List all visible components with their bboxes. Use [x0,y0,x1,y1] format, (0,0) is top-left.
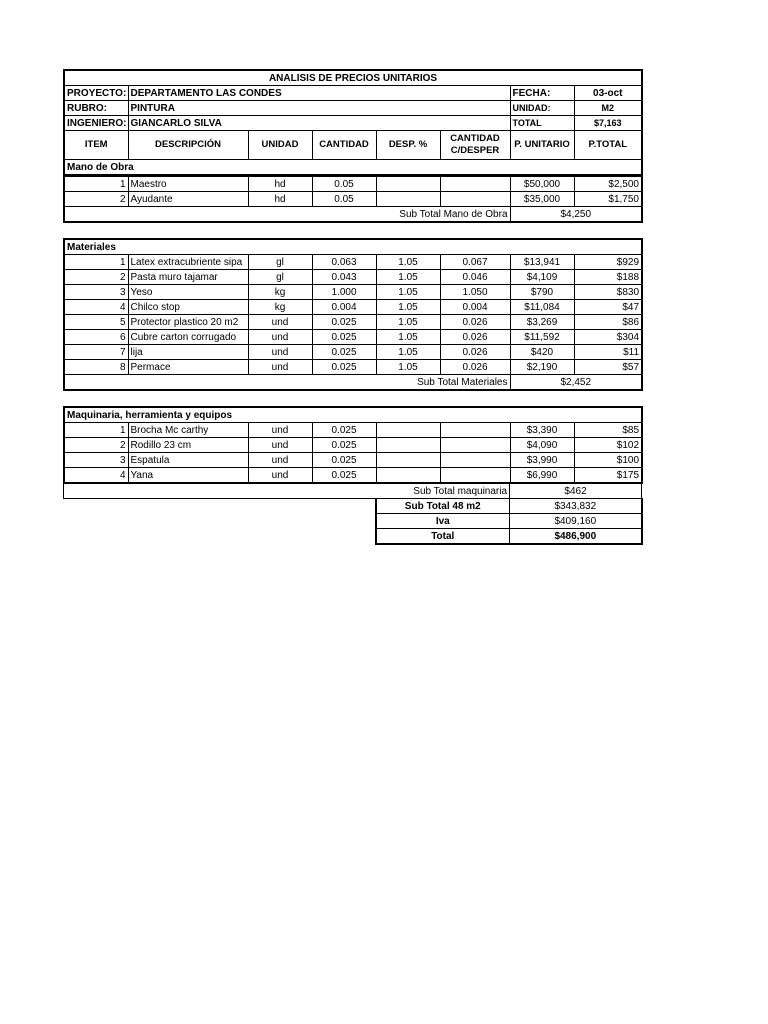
row-unidad: gl [248,270,312,285]
row-desp: 1.05 [376,270,440,285]
row-unidad: gl [248,255,312,270]
table-row [64,468,642,484]
row-cantidad: 0.05 [312,177,376,192]
row-item: 2 [64,438,128,453]
materiales-table [63,238,643,391]
row-p-total: $47 [574,300,642,315]
row-cantidad: 0.025 [312,453,376,468]
row-cant-desp: 0.067 [440,255,510,270]
col-unidad: UNIDAD [248,131,312,160]
row-p-total: $57 [574,360,642,375]
table-row [64,360,642,375]
row-unidad: kg [248,285,312,300]
row-item: 2 [64,270,128,285]
materiales-title: Materiales [64,239,642,255]
row-item: 5 [64,315,128,330]
row-item: 4 [64,300,128,315]
row-cantidad: 0.025 [312,360,376,375]
row-description: Ayudante [128,192,248,207]
mano-obra-title: Mano de Obra [64,160,642,176]
row-p-total: $85 [574,423,642,438]
row-description: Cubre carton corrugado [128,330,248,345]
row-p-unitario: $2,190 [510,360,574,375]
table-row [64,192,642,207]
row-p-total: $175 [574,468,642,484]
row-p-total: $11 [574,345,642,360]
row-p-total: $929 [574,255,642,270]
row-unidad: und [248,468,312,484]
grand-total-label: Total [376,529,510,545]
row-cant-desp: 0.026 [440,330,510,345]
table-row [64,345,642,360]
row-cantidad: 0.025 [312,345,376,360]
row-desp: 1.05 [376,255,440,270]
row-cantidad: 0.025 [312,330,376,345]
row-unidad: und [248,315,312,330]
row-description: Latex extracubriente sipa [128,255,248,270]
materiales-subtotal: $2,452 [510,375,642,391]
col-cant-desp-line1: CANTIDAD [450,133,500,144]
row-p-total: $188 [574,270,642,285]
table-row [64,315,642,330]
maquinaria-subtotal-label: Sub Total maquinaria [64,484,510,499]
row-unidad: und [248,438,312,453]
row-cant-desp [440,192,510,207]
spacer [63,223,641,238]
row-cant-desp: 0.026 [440,315,510,330]
row-cant-desp [440,468,510,484]
row-p-unitario: $3,390 [510,423,574,438]
iva-label: Iva [376,514,510,529]
ingeniero-label: INGENIERO: [64,116,128,131]
row-desp: 1.05 [376,330,440,345]
row-p-unitario: $13,941 [510,255,574,270]
iva-value: $409,160 [510,514,642,529]
row-cantidad: 0.043 [312,270,376,285]
row-p-total: $2,500 [574,177,642,192]
row-description: Espatula [128,453,248,468]
row-item: 3 [64,285,128,300]
row-p-total: $100 [574,453,642,468]
row-cant-desp [440,438,510,453]
row-desp: 1.05 [376,315,440,330]
price-analysis-sheet [63,69,641,545]
maquinaria-title: Maquinaria, herramienta y equipos [64,407,642,423]
unidad-label: UNIDAD: [510,101,574,116]
row-p-unitario: $35,000 [510,192,574,207]
row-p-total: $86 [574,315,642,330]
table-row [64,300,642,315]
row-p-unitario: $790 [510,285,574,300]
sub48-value: $343,832 [510,499,642,514]
row-desp: 1.05 [376,360,440,375]
table-row [64,330,642,345]
header-table [63,69,643,176]
col-item: ITEM [64,131,128,160]
rubro-value: PINTURA [128,101,510,116]
row-cantidad: 0.025 [312,423,376,438]
row-p-total: $304 [574,330,642,345]
row-description: Pasta muro tajamar [128,270,248,285]
table-row [64,177,642,192]
row-description: lija [128,345,248,360]
row-description: Permace [128,360,248,375]
row-desp [376,423,440,438]
table-row [64,255,642,270]
totals-table [63,484,643,545]
row-p-total: $102 [574,438,642,453]
row-unidad: hd [248,192,312,207]
row-item: 2 [64,192,128,207]
maquinaria-table [63,406,643,484]
row-p-total: $830 [574,285,642,300]
row-p-total: $1,750 [574,192,642,207]
row-unidad: hd [248,177,312,192]
row-unidad: und [248,330,312,345]
rubro-label: RUBRO: [64,101,128,116]
row-unidad: und [248,360,312,375]
col-descripcion: DESCRIPCIÓN [128,131,248,160]
row-cantidad: 0.063 [312,255,376,270]
row-cantidad: 0.025 [312,438,376,453]
row-item: 1 [64,423,128,438]
maquinaria-subtotal: $462 [510,484,642,499]
table-row [64,270,642,285]
total-value: $7,163 [574,116,642,131]
row-p-unitario: $4,109 [510,270,574,285]
proyecto-value: DEPARTAMENTO LAS CONDES [128,86,510,101]
fecha-label: FECHA: [510,86,574,101]
row-p-unitario: $50,000 [510,177,574,192]
row-item: 4 [64,468,128,484]
table-row [64,285,642,300]
row-p-unitario: $6,990 [510,468,574,484]
unidad-value: M2 [574,101,642,116]
mano-obra-subtotal: $4,250 [510,207,642,223]
row-cantidad: 0.05 [312,192,376,207]
table-row [64,423,642,438]
col-desp: DESP. % [376,131,440,160]
spacer [63,391,641,406]
row-item: 1 [64,255,128,270]
row-p-unitario: $3,990 [510,453,574,468]
row-desp [376,192,440,207]
row-p-unitario: $4,090 [510,438,574,453]
ingeniero-value: GIANCARLO SILVA [128,116,510,131]
total-label: TOTAL [510,116,574,131]
grand-total-value: $486,900 [510,529,642,545]
row-cant-desp: 0.004 [440,300,510,315]
row-item: 8 [64,360,128,375]
fecha-value: 03-oct [574,86,642,101]
table-row [64,438,642,453]
row-item: 6 [64,330,128,345]
row-p-unitario: $11,592 [510,330,574,345]
row-unidad: und [248,453,312,468]
row-desp: 1.05 [376,300,440,315]
row-desp [376,468,440,484]
sheet-title: ANALISIS DE PRECIOS UNITARIOS [64,70,642,86]
row-cant-desp [440,423,510,438]
row-cant-desp: 0.026 [440,345,510,360]
row-description: Yana [128,468,248,484]
row-unidad: und [248,345,312,360]
col-cant-desp [440,131,510,160]
row-description: Protector plastico 20 m2 [128,315,248,330]
row-cant-desp [440,453,510,468]
row-desp: 1.05 [376,345,440,360]
row-item: 7 [64,345,128,360]
row-desp [376,177,440,192]
col-cantidad: CANTIDAD [312,131,376,160]
row-cant-desp: 0.046 [440,270,510,285]
row-cant-desp [440,177,510,192]
row-unidad: kg [248,300,312,315]
row-description: Maestro [128,177,248,192]
row-item: 1 [64,177,128,192]
row-desp [376,453,440,468]
row-desp: 1.05 [376,285,440,300]
row-description: Chilco stop [128,300,248,315]
col-p-total: P.TOTAL [574,131,642,160]
row-desp [376,438,440,453]
row-p-unitario: $420 [510,345,574,360]
mano-obra-table [63,176,643,223]
row-cantidad: 0.025 [312,468,376,484]
row-unidad: und [248,423,312,438]
mano-obra-subtotal-label: Sub Total Mano de Obra [64,207,510,223]
row-p-unitario: $3,269 [510,315,574,330]
proyecto-label: PROYECTO: [64,86,128,101]
col-cant-desp-line2: C/DESPER [450,145,500,156]
row-item: 3 [64,453,128,468]
row-p-unitario: $11,084 [510,300,574,315]
col-p-unitario: P. UNITARIO [510,131,574,160]
materiales-subtotal-label: Sub Total Materiales [64,375,510,391]
sub48-label: Sub Total 48 m2 [376,499,510,514]
table-row [64,453,642,468]
row-description: Yeso [128,285,248,300]
row-cant-desp: 0.026 [440,360,510,375]
row-cantidad: 1.000 [312,285,376,300]
row-cantidad: 0.004 [312,300,376,315]
row-description: Rodillo 23 cm [128,438,248,453]
row-cantidad: 0.025 [312,315,376,330]
row-cant-desp: 1.050 [440,285,510,300]
row-description: Brocha Mc carthy [128,423,248,438]
